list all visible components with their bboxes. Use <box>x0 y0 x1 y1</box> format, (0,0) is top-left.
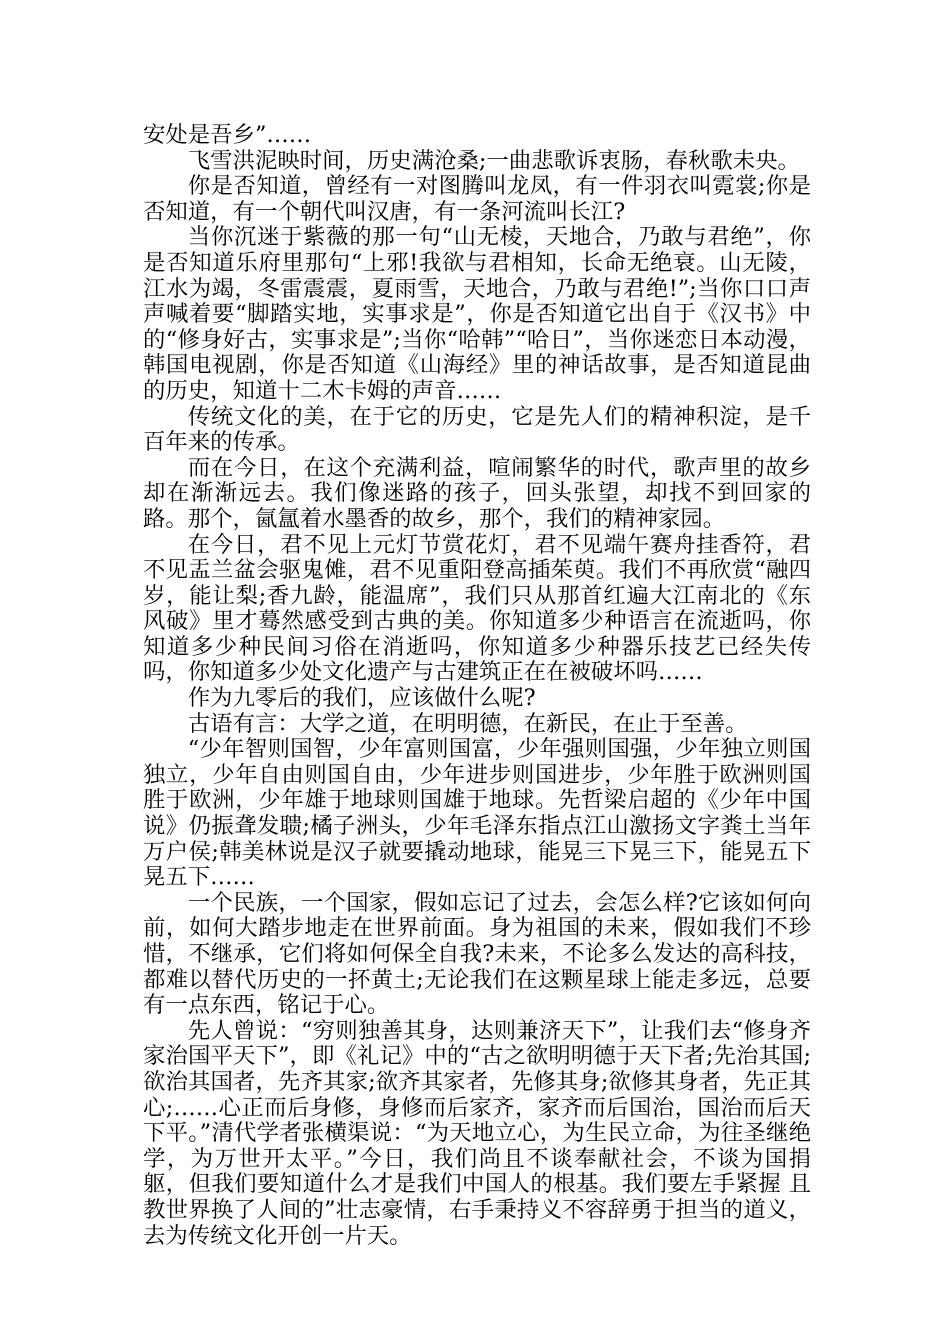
paragraph-10: “少年智则国智，少年富则国富，少年强则国强，少年独立则国独立，少年自由则国自由，少年进步则国进步，少年胜于欧洲则国胜于欧洲，少年雄于地球则国雄于地球。先哲梁启超的《少年中国说》仍振聋发聩;橘子洲头，少年毛泽东指点江山激扬文字粪土当年万户侯;韩美林说是汉子就要撬动地球，能晃三下晃三下，能晃五下晃五下…… <box>143 736 811 891</box>
paragraph-7: 在今日，君不见上元灯节赏花灯，君不见端午赛舟挂香符，君不见盂兰盆会驱鬼傩，君不见重阳登高插茱萸。我们不再欣赏“融四岁，能让梨;香九龄，能温席”，我们只从那首红遍大江南北的《东风破》里才蓦然感受到古典的美。你知道多少种语言在流逝吗，你知道多少种民间习俗在消逝吗，你知道多少种器乐技艺已经失传吗，你知道多少处文化遗产与古建筑正在在被破坏吗…… <box>143 531 811 686</box>
paragraph-5: 传统文化的美，在于它的历史，它是先人们的精神积淀，是千百年来的传承。 <box>143 403 811 456</box>
paragraph-1: 安处是吾乡”…… <box>143 122 312 148</box>
paragraph-2: 飞雪洪泥映时间，历史满沧桑;一曲悲歌诉衷肠，春秋歌未央。 <box>187 147 800 174</box>
paragraph-3: 你是否知道，曾经有一对图腾叫龙凤，有一件羽衣叫霓裳;你是否知道，有一个朝代叫汉唐，有一条河流叫长江? <box>143 173 811 225</box>
paragraph-12: 先人曾说：“穷则独善其身，达则兼济天下”，让我们去“修身齐家治国平天下”，即《礼记》中的“古之欲明明德于天下者;先治其国;欲治其国者，先齐其家;欲齐其家者，先修其身;欲修其身者，先正其心;……心正而后身修，身修而后家齐，家齐而后国治，国治而后天下平。”清代学者张横渠说：“为天地立心，为生民立命，为往圣继绝学，为万世开太平。”今日，我们尚且不谈奉献社会，不谈为国捐躯，但我们要知道什么才是我们中国人的根基。我们要左手紧握 且教世界换了人间的”壮志豪情，右手秉持义不容辞勇于担当的道义，去为传统文化开创一片天。 <box>143 1017 811 1249</box>
paragraph-9: 古语有言：大学之道，在明明德，在新民，在止于至善。 <box>187 710 748 737</box>
paragraph-4: 当你沉迷于紫薇的那一句“山无棱，天地合，乃敢与君绝”，你是否知道乐府里那句“上邪!我欲与君相知，长命无绝衰。山无陵，江水为竭，冬雷震震，夏雨雪，天地合，乃敢与君绝!”;当你口口声声喊着要“脚踏实地，实事求是”，你是否知道它出自于《汉书》中的“修身好古，实事求是”;当你“哈韩”“哈日”，当你迷恋日本动漫，韩国电视剧，你是否知道《山海经》里的神话故事，是否知道昆曲的历史，知道十二木卡姆的声音…… <box>143 224 811 404</box>
paragraph-8: 作为九零后的我们，应该做什么呢? <box>187 685 536 712</box>
paragraph-11: 一个民族，一个国家，假如忘记了过去，会怎么样?它该如何向前，如何大踏步地走在世界前面。身为祖国的未来，假如我们不珍惜，不继承，它们将如何保全自我?未来，不论多么发达的高科技，都难以替代历史的一抔黄土;无论我们在这颗星球上能走多远，总要有一点东西，铭记于心。 <box>143 889 811 1019</box>
document-body <box>143 123 811 1249</box>
paragraph-6: 而在今日，在这个充满利益，喧闹繁华的时代，歌声里的故乡却在渐渐远去。我们像迷路的孩子，回头张望，却找不到回家的路。那个，氤氲着水墨香的故乡，那个，我们的精神家园。 <box>143 454 811 532</box>
